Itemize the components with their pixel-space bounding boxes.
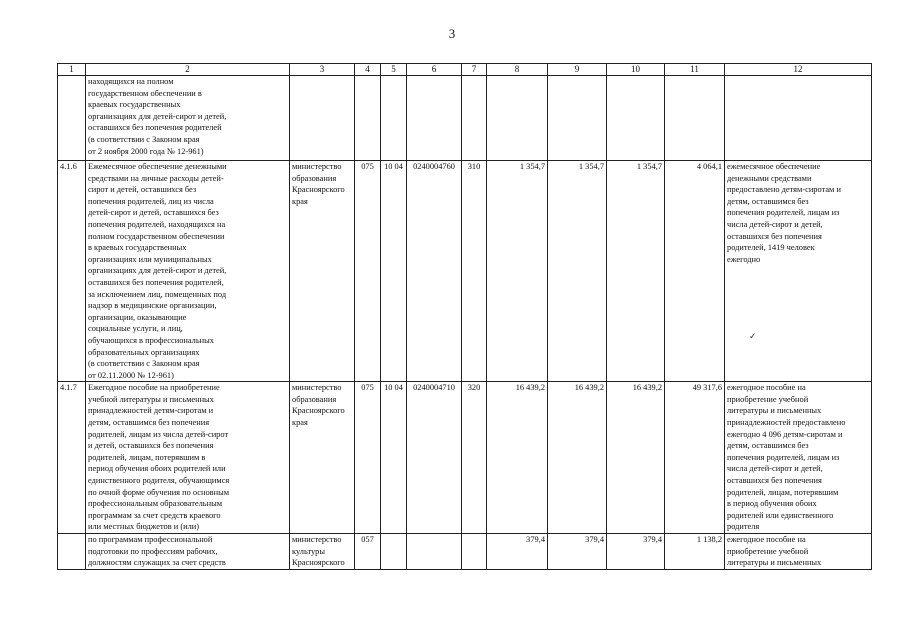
item-description: Ежегодное пособие на приобретение учебной литературы и письменных принадлежностей детям-сиротам и детям, оставшимся без попечения родителей, лицам из числа детей-сирот и детей, оставшихся без попечения родителей, лицам, потерявшим в период обучения обоих родителей или единственного родителя, обучающимся по очной форме обучения по основным профессиональным образовательным программам за счет средств краевого или местных бюджетов и (или) — [86, 382, 290, 534]
gr-code: 075 — [355, 161, 381, 382]
header-cell: 8 — [487, 64, 548, 76]
expense-type — [462, 76, 487, 161]
amount-year3: 379,4 — [607, 534, 665, 570]
amount-total: 4 064,1 — [665, 161, 725, 382]
table-row — [58, 76, 872, 161]
header-cell: 9 — [548, 64, 607, 76]
administrator — [290, 76, 355, 161]
budget-table — [57, 63, 872, 570]
amount-year2 — [548, 76, 607, 161]
amount-total: 1 138,2 — [665, 534, 725, 570]
header-cell: 10 — [607, 64, 665, 76]
header-cell: 11 — [665, 64, 725, 76]
target-code — [407, 534, 462, 570]
header-cell: 5 — [381, 64, 407, 76]
administrator: министерство культуры Красноярского — [290, 534, 355, 570]
section-code: 10 04 — [381, 161, 407, 382]
header-cell: 4 — [355, 64, 381, 76]
amount-year3: 16 439,2 — [607, 382, 665, 534]
item-description: Ежемесячное обеспечение денежными средствами на личные расходы детей- сирот и детей, оставшихся без попечения родителей, лиц из числа детей-сирот и детей, оставшихся без попечения родителей, находящихся на полном государственном обеспечении в краевых государственных организациях или муниципальных организациях для детей-сирот и детей, оставшихся без попечения родителей, за исключением лиц, помещенных под надзор в медицинские организации, организации, оказывающие социальные услуги, и лиц, обучающихся в профессиональных образовательных организациях (в соответствии с Законом края от 02.11.2000 № 12-961) — [86, 161, 290, 382]
table-row — [58, 382, 872, 534]
item-number: 4.1.7 — [58, 382, 86, 534]
amount-year2: 16 439,2 — [548, 382, 607, 534]
amount-total: 49 317,6 — [665, 382, 725, 534]
item-number — [58, 534, 86, 570]
amount-year3: 1 354,7 — [607, 161, 665, 382]
administrator: министерство образования Красноярского края — [290, 382, 355, 534]
item-number — [58, 76, 86, 161]
target-code: 0240004710 — [407, 382, 462, 534]
section-code — [381, 76, 407, 161]
expense-type — [462, 534, 487, 570]
expected-result — [725, 76, 872, 161]
expense-type: 310 — [462, 161, 487, 382]
amount-year1: 16 439,2 — [487, 382, 548, 534]
gr-code: 075 — [355, 382, 381, 534]
gr-code — [355, 76, 381, 161]
section-code — [381, 534, 407, 570]
expected-result: ежегодное пособие на приобретение учебной литературы и письменных — [725, 534, 872, 570]
item-description: по программам профессиональной подготовки по профессиям рабочих, должностям служащих за счет средств — [86, 534, 290, 570]
tick-mark-icon: ✓ — [749, 331, 757, 341]
amount-year1: 379,4 — [487, 534, 548, 570]
amount-total — [665, 76, 725, 161]
item-description: находящихся на полном государственном обеспечении в краевых государственных организациях для детей-сирот и детей, оставшихся без попечения родителей (в соответствии с Законом края от 2 ноября 2000 года № 12-961) — [86, 76, 290, 161]
header-cell: 12 — [725, 64, 872, 76]
target-code: 0240004760 — [407, 161, 462, 382]
item-number: 4.1.6 — [58, 161, 86, 382]
target-code — [407, 76, 462, 161]
gr-code: 057 — [355, 534, 381, 570]
amount-year1: 1 354,7 — [487, 161, 548, 382]
header-cell: 7 — [462, 64, 487, 76]
expected-result: ежегодное пособие на приобретение учебной литературы и письменных принадлежностей предоставлено ежегодно 4 096 детям-сиротам и детям, оставшимся без попечения родителей, лицам из числа детей-сирот и детей, оставшихся без попечения родителей, лицам, потерявшим в период обучения обоих родителей или единственного родителя — [725, 382, 872, 534]
administrator: министерство образования Красноярского края — [290, 161, 355, 382]
amount-year3 — [607, 76, 665, 161]
header-cell: 3 — [290, 64, 355, 76]
page-number: 3 — [448, 26, 456, 41]
expected-result: ежемесячное обеспечение денежными средствами предоставлено детям-сиротам и детям, оставшимся без попечения родителей, лицам из числа детей-сирот и детей, оставшихся без попечения родителей, 1419 человек ежегодно — [725, 161, 872, 382]
header-cell: 1 — [58, 64, 86, 76]
table-header-row — [58, 64, 872, 76]
section-code: 10 04 — [381, 382, 407, 534]
amount-year1 — [487, 76, 548, 161]
header-cell: 6 — [407, 64, 462, 76]
table-row — [58, 161, 872, 382]
header-cell: 2 — [86, 64, 290, 76]
amount-year2: 379,4 — [548, 534, 607, 570]
amount-year2: 1 354,7 — [548, 161, 607, 382]
expense-type: 320 — [462, 382, 487, 534]
table-row — [58, 534, 872, 570]
